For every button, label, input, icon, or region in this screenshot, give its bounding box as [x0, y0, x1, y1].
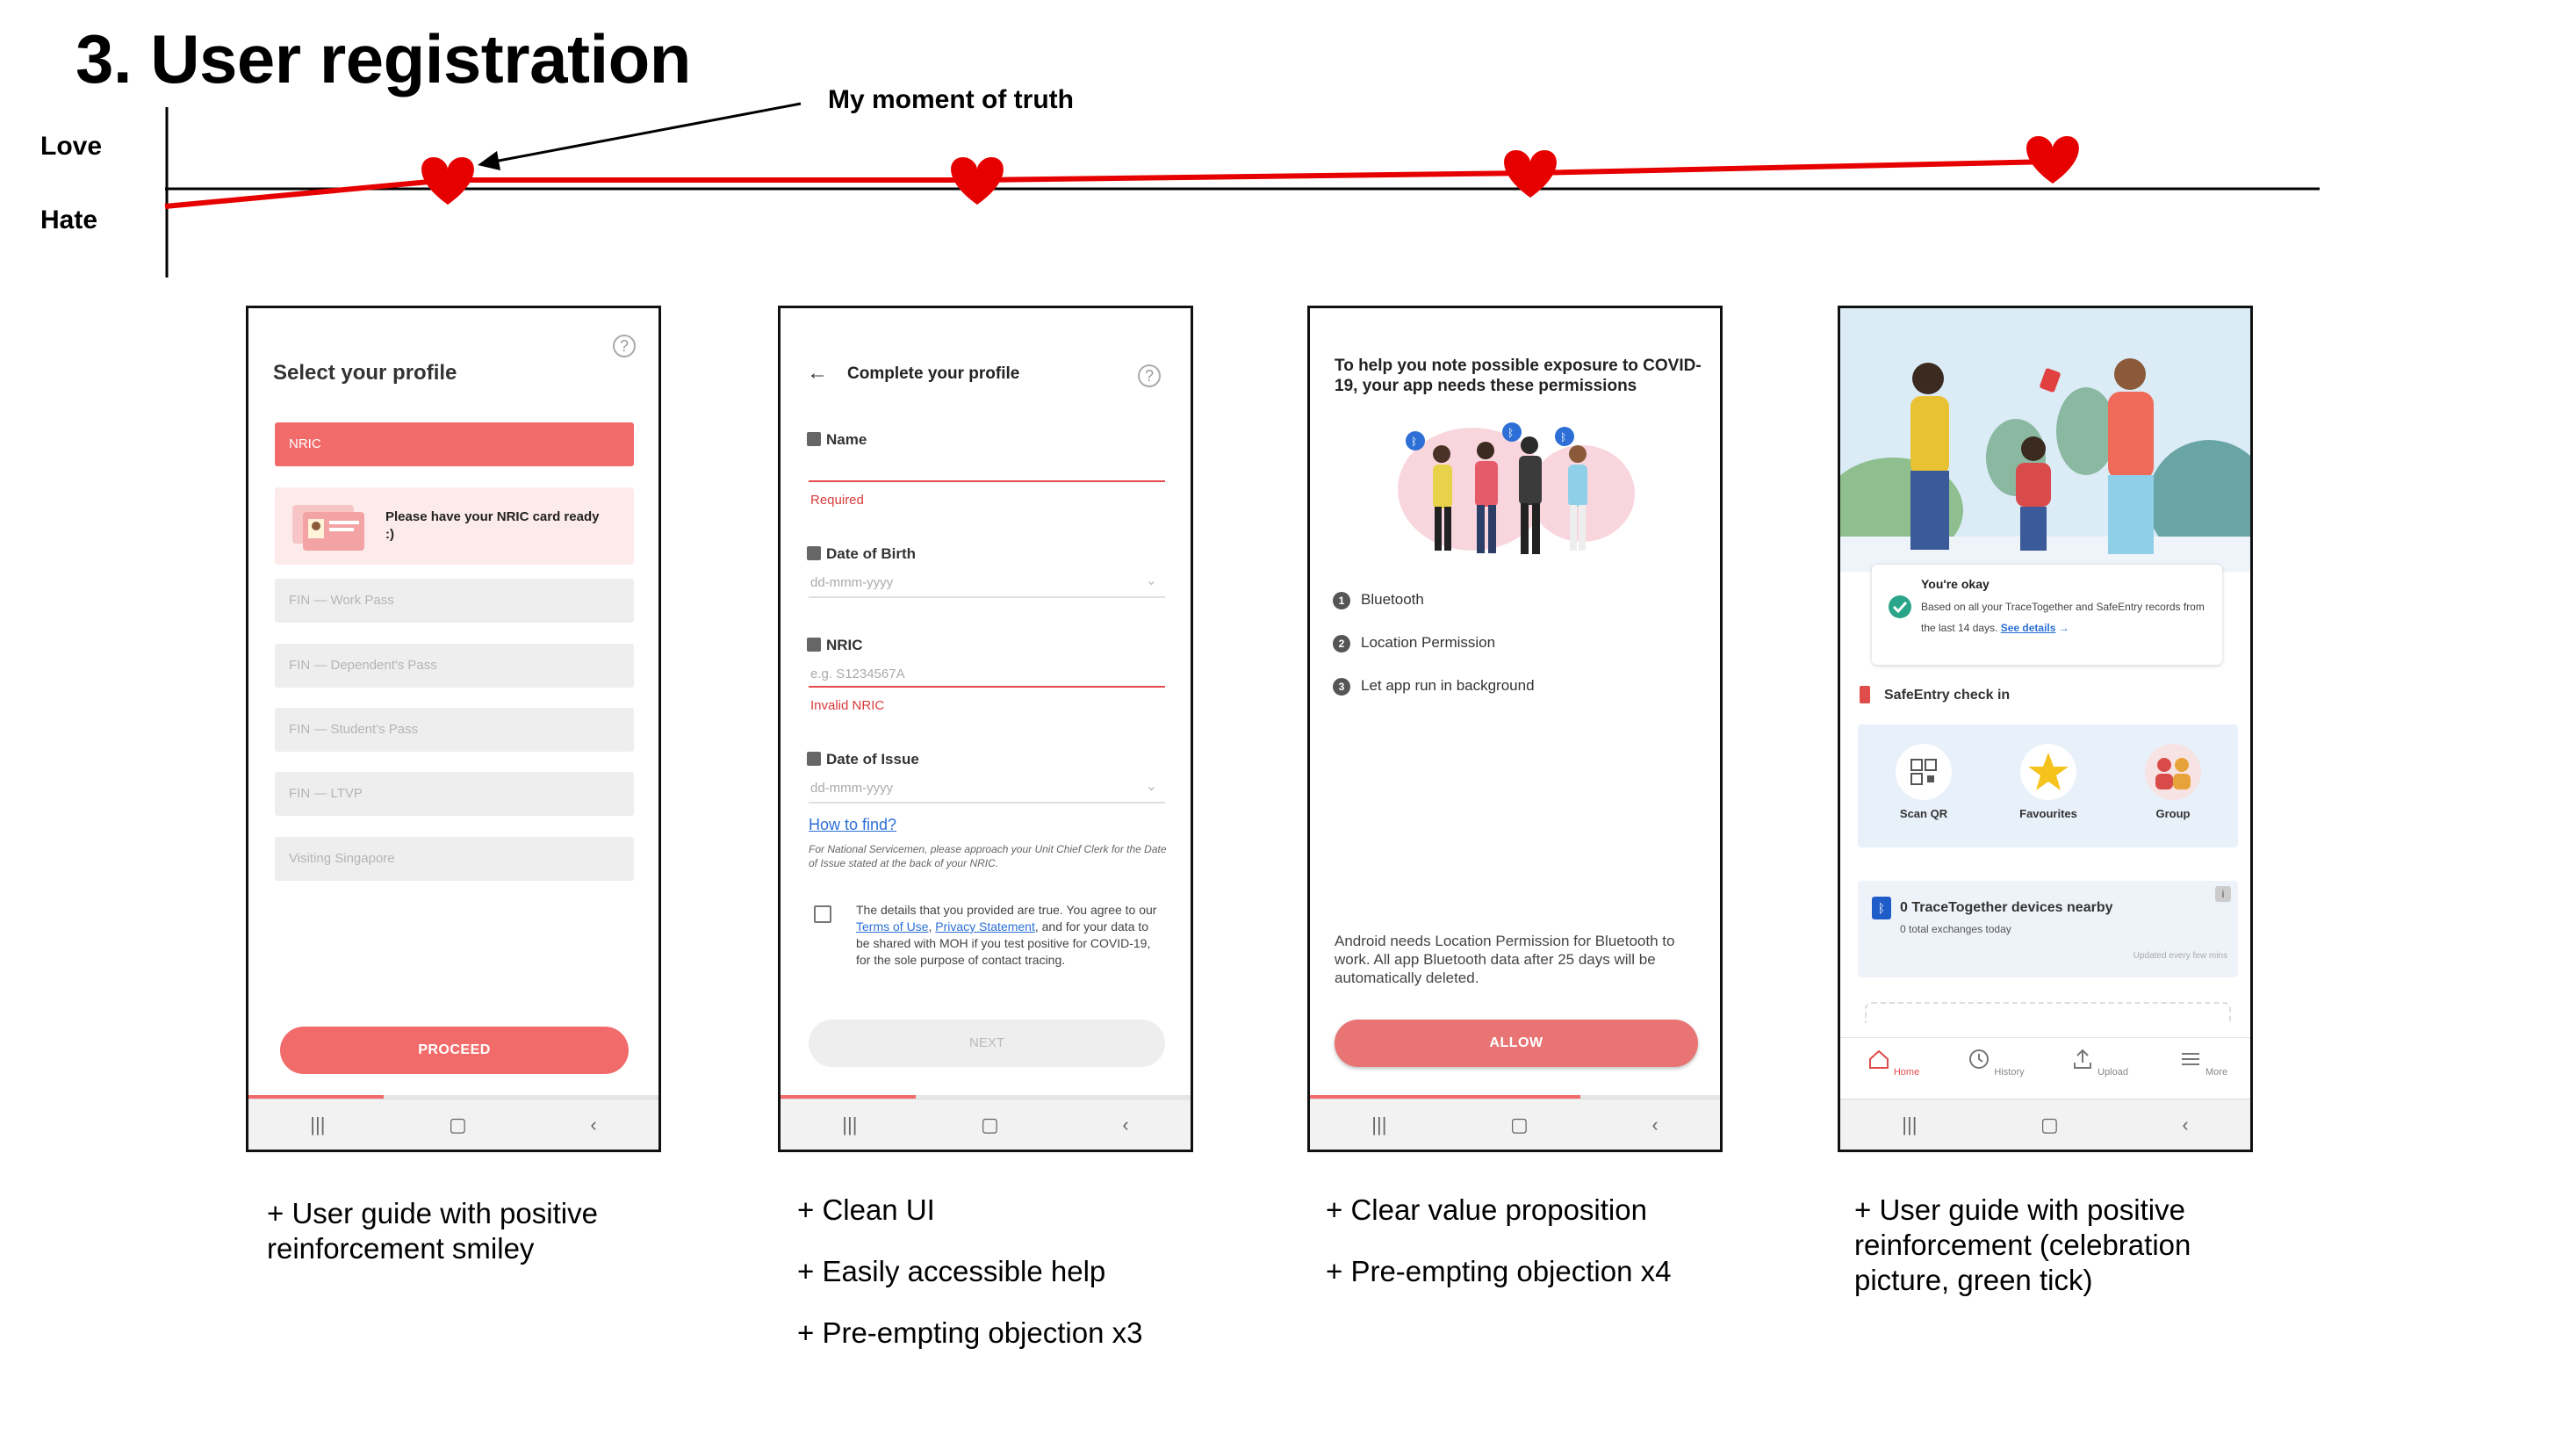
history-icon [1967, 1047, 1991, 1071]
name-field-label: Name [807, 431, 867, 449]
svg-text:ᛒ: ᛒ [1507, 427, 1515, 439]
group-button[interactable]: Group [2125, 744, 2221, 820]
scan-qr-button[interactable]: Scan QR [1875, 744, 1972, 820]
star-icon [2020, 744, 2076, 800]
caption-phone-2-line-1: + Clean UI [797, 1193, 935, 1226]
svg-text:ᛒ: ᛒ [1411, 436, 1418, 448]
bluetooth-icon: ᛒ [1872, 897, 1891, 919]
caption-phone-2-line-3: + Pre-empting objection x3 [797, 1316, 1143, 1349]
page-title: Select your profile [273, 361, 457, 385]
safeentry-actions [1858, 724, 2238, 847]
qr-code-icon [1896, 744, 1952, 800]
phone-home-screen [1838, 306, 2253, 1152]
help-icon[interactable]: ? [613, 335, 636, 357]
person-icon [807, 432, 821, 446]
arrow-right-icon: → [2055, 622, 2069, 634]
home-icon[interactable]: ▢ [449, 1113, 467, 1135]
profile-option-visiting[interactable]: Visiting Singapore [275, 837, 634, 881]
home-icon[interactable]: ▢ [2040, 1113, 2059, 1135]
moment-arrowhead [478, 151, 500, 170]
doi-input[interactable]: dd-mmm-yyyy [810, 781, 894, 796]
moment-arrow [485, 104, 801, 163]
android-navbar [1840, 1099, 2250, 1150]
profile-option-ltvp[interactable]: FIN — LTVP [275, 772, 634, 816]
doi-field-label: Date of Issue [807, 751, 919, 768]
caption-phone-3-line-2: + Pre-empting objection x4 [1326, 1255, 1672, 1287]
caption-phone-4: + User guide with positive reinforcement (celebration picture, green tick) [1854, 1193, 2191, 1296]
celebration-illustration [1840, 308, 2253, 572]
upload-icon [2070, 1047, 2095, 1071]
proceed-button[interactable]: PROCEED [280, 1027, 629, 1074]
android-navbar [781, 1099, 1191, 1150]
see-details-link[interactable]: See details [2000, 622, 2056, 634]
name-error: Required [810, 493, 864, 508]
home-icon[interactable]: ▢ [981, 1113, 999, 1135]
terms-link[interactable]: Terms of Use [856, 919, 929, 934]
id-card-illustration [291, 500, 370, 552]
back-icon[interactable]: ‹ [2182, 1113, 2189, 1135]
allow-button[interactable]: ALLOW [1335, 1020, 1698, 1067]
permission-step: 3 Let app run in background [1333, 677, 1535, 696]
android-navbar [1310, 1099, 1720, 1150]
name-input[interactable] [809, 480, 1165, 482]
recents-icon[interactable]: ||| [1902, 1113, 1918, 1135]
back-icon[interactable]: ‹ [1122, 1113, 1129, 1135]
heart-icon [421, 157, 474, 205]
nric-hint-text: Please have your NRIC card ready :) [385, 509, 600, 542]
profile-option-dependents-pass[interactable]: FIN — Dependent's Pass [275, 644, 634, 688]
bottom-nav [1840, 1037, 2250, 1099]
permission-note: Android needs Location Permission for Bluetooth to work. All app Bluetooth data after 25 days will be automatically deleted. [1335, 933, 1675, 986]
privacy-link[interactable]: Privacy Statement [935, 919, 1035, 934]
recents-icon[interactable]: ||| [1371, 1113, 1387, 1135]
nav-more[interactable]: More [2168, 1047, 2238, 1078]
nav-home[interactable]: Home [1858, 1047, 1928, 1078]
slide-title: 3. User registration [76, 20, 691, 97]
check-circle-icon [1888, 595, 1912, 619]
permissions-title: To help you note possible exposure to COVID-19, your app needs these permissions [1335, 357, 1702, 395]
status-card[interactable] [1872, 565, 2222, 665]
devices-nearby: 0 TraceTogether devices nearby [1900, 900, 2113, 915]
id-card-icon [807, 638, 821, 652]
tracetogether-card[interactable] [1858, 881, 2238, 977]
emotion-journey-chart [0, 0, 2576, 290]
caption-phone-3-line-1: + Clear value proposition [1326, 1193, 1647, 1226]
hate-label: Hate [40, 205, 98, 234]
back-arrow-icon[interactable]: ← [807, 361, 828, 385]
caption-phone-1: + User guide with positive reinforcement smiley [267, 1197, 598, 1265]
caption-phone-2-line-2: + Easily accessible help [797, 1255, 1106, 1287]
permission-step: 2 Location Permission [1333, 634, 1495, 652]
back-icon[interactable]: ‹ [1651, 1113, 1659, 1135]
consent-checkbox[interactable] [814, 905, 831, 923]
nric-error: Invalid NRIC [810, 698, 885, 713]
phone-select-profile [246, 306, 661, 1152]
dob-input[interactable]: dd-mmm-yyyy [810, 575, 894, 590]
heart-icon [1504, 150, 1557, 198]
nav-history[interactable]: History [1961, 1047, 2031, 1078]
menu-icon [2178, 1047, 2203, 1071]
home-icon[interactable]: ▢ [1510, 1113, 1529, 1135]
safeentry-icon [1860, 686, 1870, 703]
recents-icon[interactable]: ||| [842, 1113, 858, 1135]
nric-input[interactable]: e.g. S1234567A [810, 667, 905, 681]
moment-of-truth-label: My moment of truth [828, 85, 1074, 114]
recents-icon[interactable]: ||| [310, 1113, 326, 1135]
dob-field-label: Date of Birth [807, 545, 916, 563]
help-icon[interactable]: ? [1138, 364, 1161, 387]
calendar-person-icon [807, 546, 821, 560]
profile-option-students-pass[interactable]: FIN — Student's Pass [275, 708, 634, 752]
svg-text:ᛒ: ᛒ [1560, 431, 1567, 443]
favourites-button[interactable]: Favourites [2000, 744, 2097, 820]
ns-note: For National Servicemen, please approach your Unit Chief Clerk for the Date of Issue stated at the back of your NRIC. [809, 843, 1167, 869]
safeentry-heading: SafeEntry check in [1884, 688, 2011, 703]
profile-option-nric[interactable]: NRIC [275, 422, 634, 466]
profile-option-work-pass[interactable]: FIN — Work Pass [275, 579, 634, 623]
phone-complete-profile [778, 306, 1193, 1152]
nav-upload[interactable]: Upload [2064, 1047, 2134, 1078]
nric-field-label: NRIC [807, 637, 863, 654]
calendar-icon [807, 752, 821, 766]
phone-permissions [1307, 306, 1723, 1152]
how-to-find-link[interactable]: How to find? [809, 816, 897, 833]
heart-icon [951, 157, 1004, 205]
next-button[interactable]: NEXT [809, 1020, 1165, 1067]
love-label: Love [40, 132, 103, 161]
android-navbar [248, 1099, 658, 1150]
back-icon[interactable]: ‹ [590, 1113, 597, 1135]
status-text: Based on all your TraceTogether and SafeEntry records from the last 14 days. See details → [1921, 601, 2205, 634]
heart-icon [2026, 136, 2079, 184]
updated-note: Updated every few mins [2133, 951, 2227, 961]
consent-text: The details that you provided are true. You agree to our Terms of Use, Privacy Statement, and for your data to be shared with MOH if you test positive for COVID-19, for the sole purpose of contact tracing. [856, 903, 1157, 967]
people-illustration [1389, 419, 1644, 568]
exchanges-today: 0 total exchanges today [1900, 923, 2011, 935]
nric-hint-card [275, 487, 634, 565]
chevron-down-icon[interactable]: ⌄ [1145, 779, 1157, 794]
collapsed-card-edge [1865, 1002, 2231, 1023]
chevron-down-icon[interactable]: ⌄ [1145, 573, 1157, 588]
permission-step: 1 Bluetooth [1333, 591, 1424, 609]
page-title: Complete your profile [847, 364, 1020, 383]
home-icon [1867, 1047, 1891, 1071]
group-icon [2145, 744, 2201, 800]
info-icon[interactable]: i [2215, 886, 2231, 902]
status-title: You're okay [1921, 577, 1990, 591]
